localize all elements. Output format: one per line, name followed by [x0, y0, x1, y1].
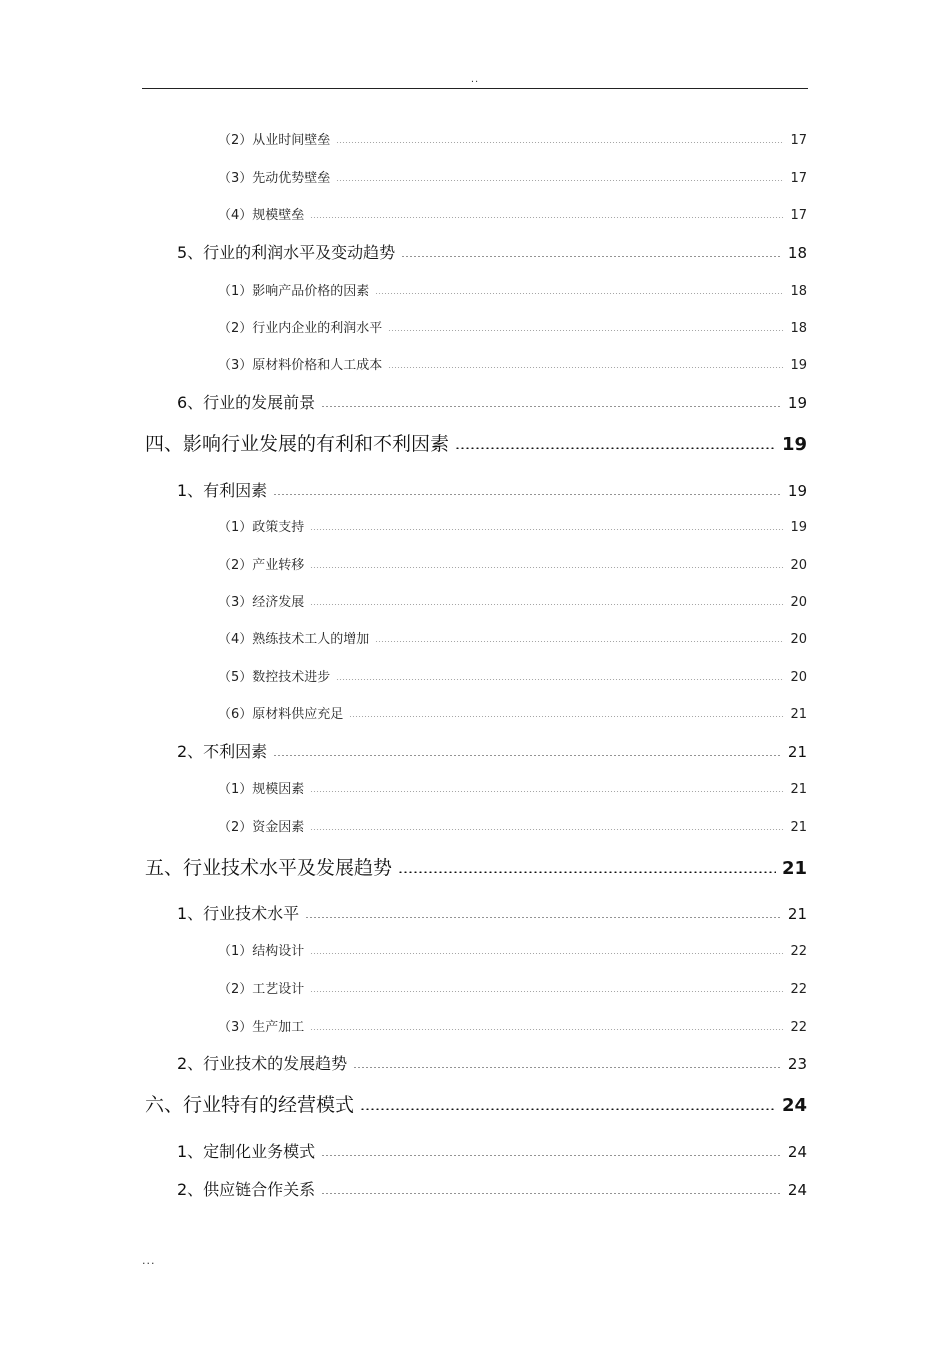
toc-entry-label: 2、不利因素 [177, 742, 268, 761]
toc-entry-page-number: 20 [790, 558, 807, 573]
toc-dot-leader [310, 1029, 784, 1030]
toc-entry-page-number: 21 [790, 707, 807, 722]
toc-entry-label: 五、行业技术水平及发展趋势 [145, 857, 393, 879]
toc-entry[interactable] [218, 970, 807, 996]
toc-dot-leader [401, 256, 782, 257]
toc-dot-leader [321, 1193, 782, 1194]
toc-entry-page-number: 24 [781, 1095, 807, 1116]
toc-entry[interactable] [218, 770, 807, 796]
toc-entry-page-number: 24 [787, 1143, 807, 1161]
toc-dot-leader [360, 1108, 776, 1110]
page-footer-mark: ... [142, 1254, 156, 1267]
toc-entry-page-number: 21 [790, 820, 807, 835]
toc-entry-page-number: 21 [790, 782, 807, 797]
toc-dot-leader [388, 367, 784, 368]
toc-entry-page-number: 18 [790, 284, 807, 299]
toc-dot-leader [310, 829, 784, 830]
toc-entry-label: 5、行业的利润水平及变动趋势 [177, 243, 396, 262]
toc-entry-label: 六、行业特有的经营模式 [145, 1094, 355, 1116]
toc-entry-label: 2、行业技术的发展趋势 [177, 1054, 348, 1073]
toc-entry-label: （2）行业内企业的利润水平 [218, 321, 383, 336]
toc-entry[interactable] [177, 385, 807, 411]
toc-dot-leader [305, 917, 782, 918]
header-rule [142, 88, 808, 89]
page-header-mark: .. [470, 74, 480, 85]
toc-entry[interactable] [218, 346, 807, 372]
toc-entry-label: （6）原材料供应充足 [218, 707, 344, 722]
toc-entry-label: （2）工艺设计 [218, 982, 305, 997]
toc-entry-label: （2）从业时间壁垒 [218, 133, 331, 148]
toc-entry-page-number: 20 [790, 670, 807, 685]
toc-entry-page-number: 19 [790, 358, 807, 373]
toc-entry[interactable] [177, 1134, 807, 1160]
toc-entry[interactable] [218, 159, 807, 185]
toc-entry[interactable] [177, 1172, 807, 1198]
toc-entry-page-number: 19 [790, 520, 807, 535]
toc-entry-page-number: 17 [790, 133, 807, 148]
toc-dot-leader [349, 716, 784, 717]
toc-dot-leader [375, 641, 784, 642]
toc-entry[interactable] [218, 620, 807, 646]
toc-entry[interactable] [177, 235, 807, 261]
toc-entry-page-number: 19 [787, 482, 807, 500]
toc-dot-leader [310, 567, 784, 568]
toc-dot-leader [455, 447, 776, 449]
toc-entry-page-number: 20 [790, 632, 807, 647]
toc-entry-page-number: 19 [787, 394, 807, 412]
toc-dot-leader [353, 1067, 782, 1068]
toc-dot-leader [336, 180, 784, 181]
toc-dot-leader [310, 953, 784, 954]
toc-entry-label: 6、行业的发展前景 [177, 393, 316, 412]
toc-entry-label: （2）资金因素 [218, 820, 305, 835]
toc-dot-leader [273, 755, 782, 756]
toc-entry-label: （3）生产加工 [218, 1020, 305, 1035]
toc-entry-page-number: 21 [787, 905, 807, 923]
toc-entry-label: 四、影响行业发展的有利和不利因素 [145, 433, 450, 455]
toc-entry-page-number: 22 [790, 1020, 807, 1035]
toc-entry-page-number: 22 [790, 982, 807, 997]
toc-entry[interactable] [145, 852, 807, 878]
toc-entry-label: （4）熟练技术工人的增加 [218, 632, 370, 647]
toc-entry[interactable] [218, 1008, 807, 1034]
toc-entry-label: （1）规模因素 [218, 782, 305, 797]
toc-entry-label: 1、有利因素 [177, 481, 268, 500]
toc-dot-leader [273, 494, 782, 495]
toc-entry-label: 1、行业技术水平 [177, 904, 300, 923]
toc-dot-leader [321, 406, 782, 407]
toc-entry[interactable] [145, 1089, 807, 1115]
toc-entry-label: （3）先动优势壁垒 [218, 171, 331, 186]
toc-entry-page-number: 21 [787, 743, 807, 761]
toc-dot-leader [398, 871, 776, 873]
toc-entry-label: （3）经济发展 [218, 595, 305, 610]
toc-entry[interactable] [218, 508, 807, 534]
toc-entry-label: （2）产业转移 [218, 558, 305, 573]
toc-entry-page-number: 18 [787, 244, 807, 262]
toc-entry-label: （3）原材料价格和人工成本 [218, 358, 383, 373]
toc-entry[interactable] [218, 932, 807, 958]
toc-dot-leader [310, 604, 784, 605]
toc-entry-page-number: 22 [790, 944, 807, 959]
toc-entry-label: （4）规模壁垒 [218, 208, 305, 223]
toc-dot-leader [388, 330, 784, 331]
toc-entry-page-number: 24 [787, 1181, 807, 1199]
toc-entry[interactable] [218, 121, 807, 147]
toc-entry[interactable] [177, 1046, 807, 1072]
toc-dot-leader [375, 293, 784, 294]
toc-entry-page-number: 17 [790, 171, 807, 186]
toc-entry-label: （5）数控技术进步 [218, 670, 331, 685]
toc-entry[interactable] [218, 583, 807, 609]
toc-entry-page-number: 23 [787, 1055, 807, 1073]
toc-entry-page-number: 21 [781, 858, 807, 879]
toc-entry-label: 1、定制化业务模式 [177, 1142, 316, 1161]
toc-dot-leader [310, 529, 784, 530]
toc-dot-leader [310, 991, 784, 992]
toc-dot-leader [336, 142, 784, 143]
toc-entry[interactable] [218, 808, 807, 834]
toc-entry[interactable] [177, 473, 807, 499]
toc-dot-leader [321, 1155, 782, 1156]
toc-entry[interactable] [218, 658, 807, 684]
toc-entry[interactable] [218, 196, 807, 222]
toc-entry[interactable] [218, 546, 807, 572]
toc-entry[interactable] [218, 272, 807, 298]
toc-entry[interactable] [145, 428, 807, 454]
toc-dot-leader [336, 679, 784, 680]
toc-entry-page-number: 20 [790, 595, 807, 610]
toc-dot-leader [310, 217, 784, 218]
toc-entry[interactable] [177, 734, 807, 760]
toc-entry-page-number: 18 [790, 321, 807, 336]
toc-entry-label: （1）政策支持 [218, 520, 305, 535]
toc-entry-page-number: 17 [790, 208, 807, 223]
toc-entry-label: （1）结构设计 [218, 944, 305, 959]
toc-entry[interactable] [218, 695, 807, 721]
toc-entry-page-number: 19 [781, 434, 807, 455]
toc-entry[interactable] [177, 896, 807, 922]
toc-entry-label: （1）影响产品价格的因素 [218, 284, 370, 299]
toc-dot-leader [310, 791, 784, 792]
toc-entry[interactable] [218, 309, 807, 335]
toc-entry-label: 2、供应链合作关系 [177, 1180, 316, 1199]
